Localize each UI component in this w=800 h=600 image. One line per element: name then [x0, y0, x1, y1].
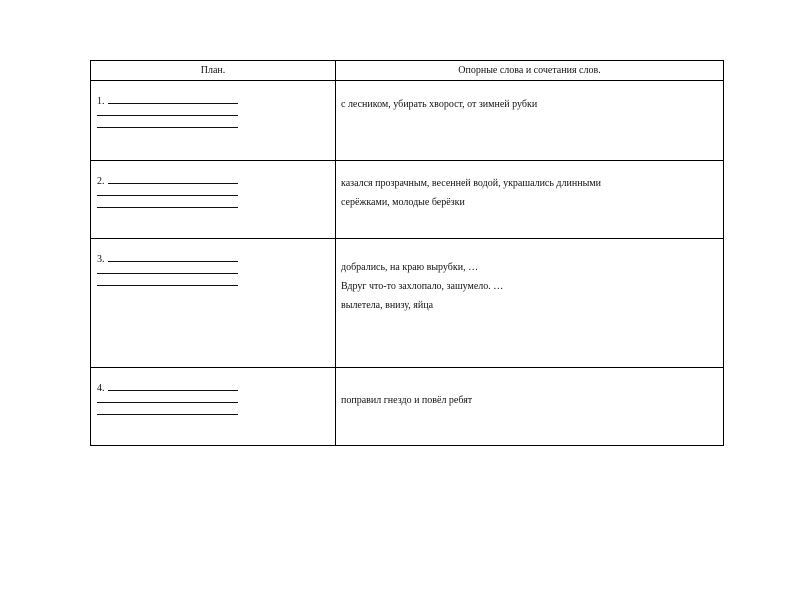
keywords-text: серёжками, молодые берёзки [341, 197, 465, 208]
plan-number: 3. [97, 254, 105, 265]
plan-cell [91, 239, 336, 368]
header-keywords: Опорные слова и сочетания слов. [336, 61, 724, 81]
plan-cell [91, 368, 336, 446]
plan-blank-line[interactable] [97, 107, 238, 116]
plan-blank-line[interactable] [97, 187, 238, 196]
keywords-cell [336, 81, 724, 161]
plan-blank-line[interactable] [97, 277, 238, 286]
plan-blank-line[interactable] [108, 382, 238, 391]
plan-number: 4. [97, 383, 105, 394]
plan-blank-line[interactable] [97, 394, 238, 403]
table-row [91, 368, 724, 446]
plan-number: 2. [97, 176, 105, 187]
header-plan: План. [91, 61, 336, 81]
plan-cell [91, 161, 336, 239]
keywords-cell [336, 368, 724, 446]
table-row [91, 239, 724, 368]
plan-blank-line[interactable] [108, 95, 238, 104]
keywords-text: казался прозрачным, весенней водой, украшались длинными [341, 178, 601, 189]
plan-blank-line[interactable] [97, 119, 238, 128]
table-row [91, 161, 724, 239]
plan-number: 1. [97, 96, 105, 107]
keywords-text: Вдруг что-то захлопало, зашумело. … [341, 281, 504, 292]
table-row [91, 81, 724, 161]
plan-blank-line[interactable] [108, 253, 238, 262]
plan-worksheet [90, 60, 723, 446]
keywords-cell [336, 239, 724, 368]
plan-blank-line[interactable] [97, 265, 238, 274]
plan-table [90, 60, 724, 446]
keywords-text: вылетела, внизу, яйца [341, 300, 434, 311]
keywords-cell [336, 161, 724, 239]
keywords-text: поправил гнездо и повёл ребят [341, 395, 473, 406]
plan-blank-line[interactable] [108, 175, 238, 184]
plan-blank-line[interactable] [97, 199, 238, 208]
keywords-text: с лесником, убирать хворост, от зимней рубки [341, 99, 538, 110]
table-header-row [91, 61, 724, 81]
plan-blank-line[interactable] [97, 406, 238, 415]
plan-cell [91, 81, 336, 161]
keywords-text: добрались, на краю вырубки, … [341, 262, 479, 273]
